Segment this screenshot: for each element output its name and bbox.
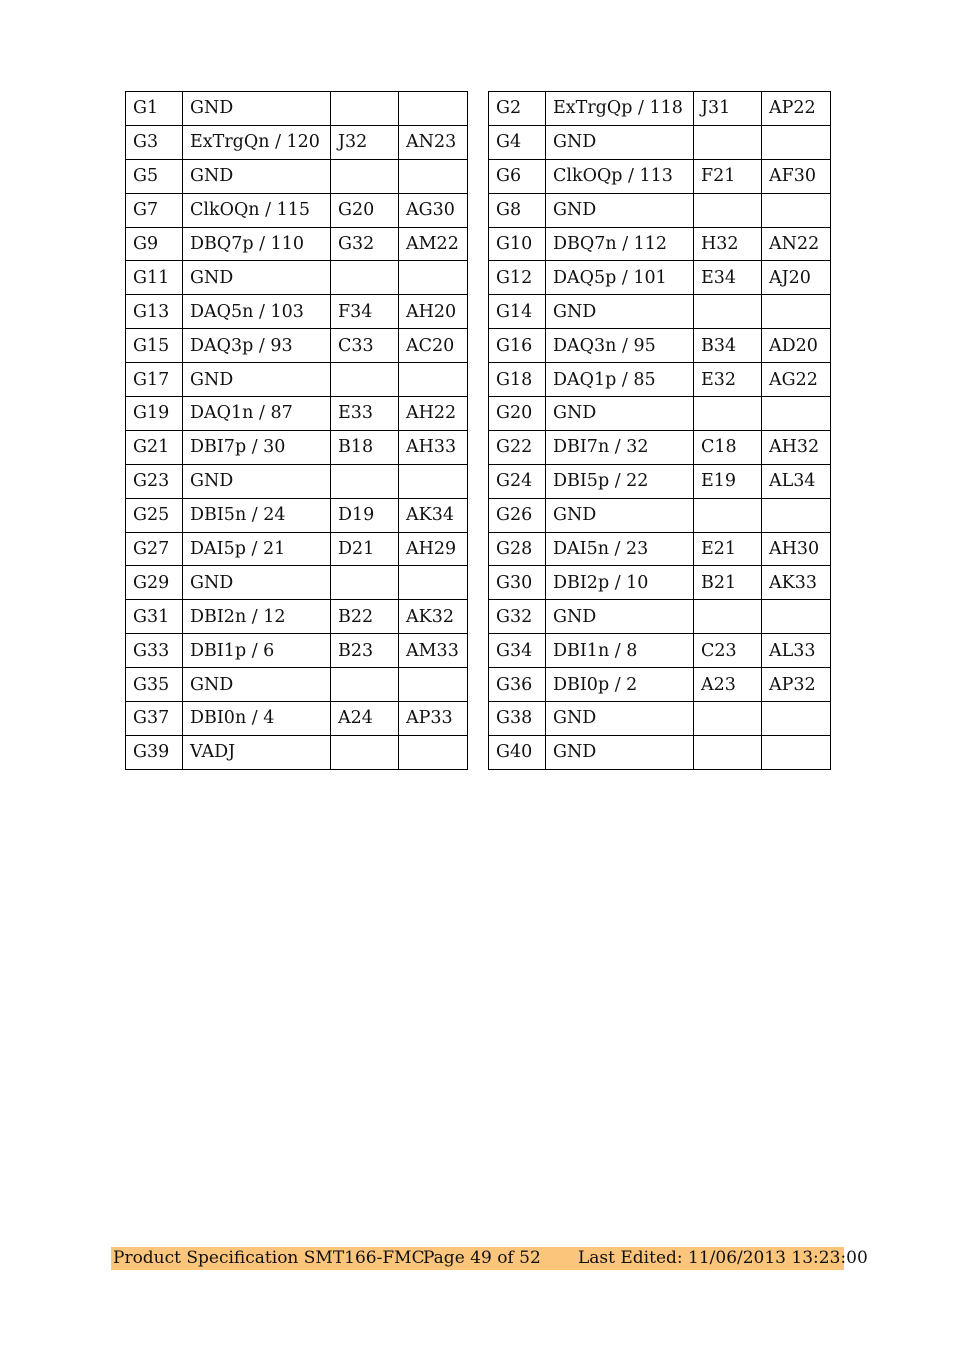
ball-cell <box>399 92 468 126</box>
pin-cell: G3 <box>126 125 183 159</box>
fpga-pin-cell <box>694 735 762 769</box>
fpga-pin-cell: D19 <box>331 498 399 532</box>
table-row <box>126 566 468 600</box>
pin-cell: G24 <box>489 464 546 498</box>
ball-cell: AH22 <box>399 397 468 431</box>
pin-cell: G9 <box>126 227 183 261</box>
fpga-pin-cell: E21 <box>694 532 762 566</box>
ball-cell <box>399 261 468 295</box>
ball-cell <box>762 295 831 329</box>
signal-cell: GND <box>546 735 694 769</box>
table-row <box>489 430 831 464</box>
fpga-pin-cell: G20 <box>331 193 399 227</box>
fpga-pin-cell: A24 <box>331 702 399 736</box>
table-row <box>489 92 831 126</box>
signal-cell: DBQ7n / 112 <box>546 227 694 261</box>
ball-cell <box>399 464 468 498</box>
pin-table-right <box>488 91 831 770</box>
table-row <box>126 363 468 397</box>
table-row <box>489 498 831 532</box>
pin-cell: G36 <box>489 668 546 702</box>
signal-cell: DBI5n / 24 <box>183 498 331 532</box>
fpga-pin-cell <box>331 668 399 702</box>
fpga-pin-cell: E32 <box>694 363 762 397</box>
pin-cell: G16 <box>489 329 546 363</box>
table-row <box>489 261 831 295</box>
fpga-pin-cell: C23 <box>694 634 762 668</box>
table-row <box>126 125 468 159</box>
fpga-pin-cell: A23 <box>694 668 762 702</box>
pin-cell: G35 <box>126 668 183 702</box>
signal-cell: ClkOQp / 113 <box>546 159 694 193</box>
table-row <box>126 735 468 769</box>
pin-table-left <box>125 91 468 770</box>
ball-cell: AP22 <box>762 92 831 126</box>
table-row <box>126 159 468 193</box>
signal-cell: DBI1p / 6 <box>183 634 331 668</box>
table-row <box>126 702 468 736</box>
fpga-pin-cell <box>331 363 399 397</box>
signal-cell: GND <box>183 668 331 702</box>
ball-cell <box>399 363 468 397</box>
table-row <box>489 702 831 736</box>
ball-cell: AG22 <box>762 363 831 397</box>
table-row <box>126 227 468 261</box>
signal-cell: GND <box>183 92 331 126</box>
ball-cell <box>399 159 468 193</box>
ball-cell: AH32 <box>762 430 831 464</box>
ball-cell <box>762 397 831 431</box>
ball-cell <box>762 125 831 159</box>
fpga-pin-cell <box>694 397 762 431</box>
pin-cell: G15 <box>126 329 183 363</box>
table-row <box>489 329 831 363</box>
ball-cell: AH33 <box>399 430 468 464</box>
fpga-pin-cell: C18 <box>694 430 762 464</box>
table-row <box>126 92 468 126</box>
pin-table-right-body <box>489 92 831 770</box>
ball-cell: AH30 <box>762 532 831 566</box>
table-row <box>489 159 831 193</box>
ball-cell: AL33 <box>762 634 831 668</box>
pin-cell: G33 <box>126 634 183 668</box>
signal-cell: DBI2p / 10 <box>546 566 694 600</box>
fpga-pin-cell <box>331 159 399 193</box>
signal-cell: DAQ5p / 101 <box>546 261 694 295</box>
table-row <box>489 668 831 702</box>
signal-cell: DAQ1p / 85 <box>546 363 694 397</box>
fpga-pin-cell <box>331 735 399 769</box>
fpga-pin-cell <box>331 92 399 126</box>
signal-cell: DBI1n / 8 <box>546 634 694 668</box>
pin-cell: G23 <box>126 464 183 498</box>
signal-cell: GND <box>183 566 331 600</box>
fpga-pin-cell <box>331 261 399 295</box>
ball-cell: AP33 <box>399 702 468 736</box>
pin-cell: G19 <box>126 397 183 431</box>
footer-page-number: Page 49 of 52 <box>423 1248 541 1268</box>
ball-cell: AD20 <box>762 329 831 363</box>
table-row <box>126 295 468 329</box>
pin-cell: G40 <box>489 735 546 769</box>
ball-cell <box>762 735 831 769</box>
pin-cell: G1 <box>126 92 183 126</box>
fpga-pin-cell <box>694 702 762 736</box>
ball-cell <box>762 600 831 634</box>
pin-cell: G28 <box>489 532 546 566</box>
table-row <box>489 566 831 600</box>
ball-cell: AM33 <box>399 634 468 668</box>
ball-cell <box>762 498 831 532</box>
pin-cell: G8 <box>489 193 546 227</box>
table-row <box>489 227 831 261</box>
table-row <box>126 329 468 363</box>
signal-cell: ClkOQn / 115 <box>183 193 331 227</box>
table-row <box>489 600 831 634</box>
pin-cell: G34 <box>489 634 546 668</box>
table-row <box>126 430 468 464</box>
table-row <box>126 532 468 566</box>
ball-cell: AP32 <box>762 668 831 702</box>
pin-cell: G37 <box>126 702 183 736</box>
table-row <box>126 600 468 634</box>
ball-cell: AG30 <box>399 193 468 227</box>
fpga-pin-cell: B22 <box>331 600 399 634</box>
signal-cell: GND <box>183 464 331 498</box>
pin-cell: G2 <box>489 92 546 126</box>
fpga-pin-cell <box>694 125 762 159</box>
footer-last-edited: Last Edited: 11/06/2013 13:23:00 <box>578 1248 868 1268</box>
pin-cell: G31 <box>126 600 183 634</box>
fpga-pin-cell: B18 <box>331 430 399 464</box>
fpga-pin-cell: F21 <box>694 159 762 193</box>
pin-cell: G22 <box>489 430 546 464</box>
table-row <box>489 735 831 769</box>
signal-cell: DBI7p / 30 <box>183 430 331 464</box>
signal-cell: GND <box>546 702 694 736</box>
ball-cell: AH29 <box>399 532 468 566</box>
fpga-pin-cell: H32 <box>694 227 762 261</box>
signal-cell: GND <box>546 193 694 227</box>
signal-cell: GND <box>546 600 694 634</box>
signal-cell: DBI0p / 2 <box>546 668 694 702</box>
signal-cell: ExTrgQn / 120 <box>183 125 331 159</box>
ball-cell: AN23 <box>399 125 468 159</box>
signal-cell: GND <box>183 261 331 295</box>
fpga-pin-cell: D21 <box>331 532 399 566</box>
ball-cell: AM22 <box>399 227 468 261</box>
table-row <box>489 295 831 329</box>
pin-cell: G20 <box>489 397 546 431</box>
signal-cell: DBI5p / 22 <box>546 464 694 498</box>
pin-cell: G5 <box>126 159 183 193</box>
pin-cell: G21 <box>126 430 183 464</box>
signal-cell: DBI0n / 4 <box>183 702 331 736</box>
fpga-pin-cell: F34 <box>331 295 399 329</box>
signal-cell: DBQ7p / 110 <box>183 227 331 261</box>
table-row <box>489 532 831 566</box>
pin-cell: G29 <box>126 566 183 600</box>
table-row <box>489 193 831 227</box>
pin-cell: G6 <box>489 159 546 193</box>
fpga-pin-cell: E34 <box>694 261 762 295</box>
pin-cell: G7 <box>126 193 183 227</box>
signal-cell: DBI7n / 32 <box>546 430 694 464</box>
fpga-pin-cell: C33 <box>331 329 399 363</box>
ball-cell: AN22 <box>762 227 831 261</box>
fpga-pin-cell: B21 <box>694 566 762 600</box>
pin-cell: G39 <box>126 735 183 769</box>
fpga-pin-cell: E19 <box>694 464 762 498</box>
signal-cell: GND <box>183 363 331 397</box>
signal-cell: DAI5n / 23 <box>546 532 694 566</box>
signal-cell: DAQ3n / 95 <box>546 329 694 363</box>
table-row <box>126 634 468 668</box>
signal-cell: DAQ1n / 87 <box>183 397 331 431</box>
fpga-pin-cell <box>694 600 762 634</box>
fpga-pin-cell: G32 <box>331 227 399 261</box>
footer-document-title: Product Specification SMT166-FMC <box>113 1248 425 1268</box>
fpga-pin-cell <box>694 498 762 532</box>
fpga-pin-cell: B34 <box>694 329 762 363</box>
table-row <box>489 397 831 431</box>
table-row <box>126 261 468 295</box>
pin-table-left-body <box>126 92 468 770</box>
pin-cell: G30 <box>489 566 546 600</box>
pin-cell: G4 <box>489 125 546 159</box>
pin-cell: G25 <box>126 498 183 532</box>
signal-cell: GND <box>546 498 694 532</box>
table-row <box>126 668 468 702</box>
pin-cell: G18 <box>489 363 546 397</box>
fpga-pin-cell <box>331 566 399 600</box>
signal-cell: ExTrgQp / 118 <box>546 92 694 126</box>
table-row <box>489 125 831 159</box>
table-row <box>489 363 831 397</box>
signal-cell: GND <box>546 295 694 329</box>
ball-cell: AJ20 <box>762 261 831 295</box>
signal-cell: GND <box>183 159 331 193</box>
pin-cell: G10 <box>489 227 546 261</box>
fpga-pin-cell <box>694 295 762 329</box>
table-row <box>489 634 831 668</box>
signal-cell: DBI2n / 12 <box>183 600 331 634</box>
fpga-pin-cell <box>331 464 399 498</box>
signal-cell: VADJ <box>183 735 331 769</box>
fpga-pin-cell <box>694 193 762 227</box>
table-row <box>126 397 468 431</box>
signal-cell: DAQ5n / 103 <box>183 295 331 329</box>
pin-cell: G32 <box>489 600 546 634</box>
ball-cell: AK34 <box>399 498 468 532</box>
table-row <box>126 498 468 532</box>
ball-cell <box>762 702 831 736</box>
ball-cell: AL34 <box>762 464 831 498</box>
pin-cell: G26 <box>489 498 546 532</box>
pin-cell: G12 <box>489 261 546 295</box>
ball-cell <box>399 566 468 600</box>
table-row <box>489 464 831 498</box>
ball-cell: AH20 <box>399 295 468 329</box>
ball-cell: AF30 <box>762 159 831 193</box>
signal-cell: DAQ3p / 93 <box>183 329 331 363</box>
ball-cell: AK33 <box>762 566 831 600</box>
pin-cell: G11 <box>126 261 183 295</box>
ball-cell <box>399 668 468 702</box>
pin-cell: G14 <box>489 295 546 329</box>
pin-cell: G17 <box>126 363 183 397</box>
signal-cell: GND <box>546 125 694 159</box>
pin-cell: G38 <box>489 702 546 736</box>
ball-cell: AC20 <box>399 329 468 363</box>
pin-cell: G13 <box>126 295 183 329</box>
fpga-pin-cell: E33 <box>331 397 399 431</box>
table-row <box>126 193 468 227</box>
signal-cell: DAI5p / 21 <box>183 532 331 566</box>
fpga-pin-cell: J32 <box>331 125 399 159</box>
signal-cell: GND <box>546 397 694 431</box>
ball-cell <box>399 735 468 769</box>
page-footer <box>111 1247 868 1270</box>
pin-cell: G27 <box>126 532 183 566</box>
fpga-pin-cell: J31 <box>694 92 762 126</box>
ball-cell <box>762 193 831 227</box>
fpga-pin-cell: B23 <box>331 634 399 668</box>
table-row <box>126 464 468 498</box>
ball-cell: AK32 <box>399 600 468 634</box>
